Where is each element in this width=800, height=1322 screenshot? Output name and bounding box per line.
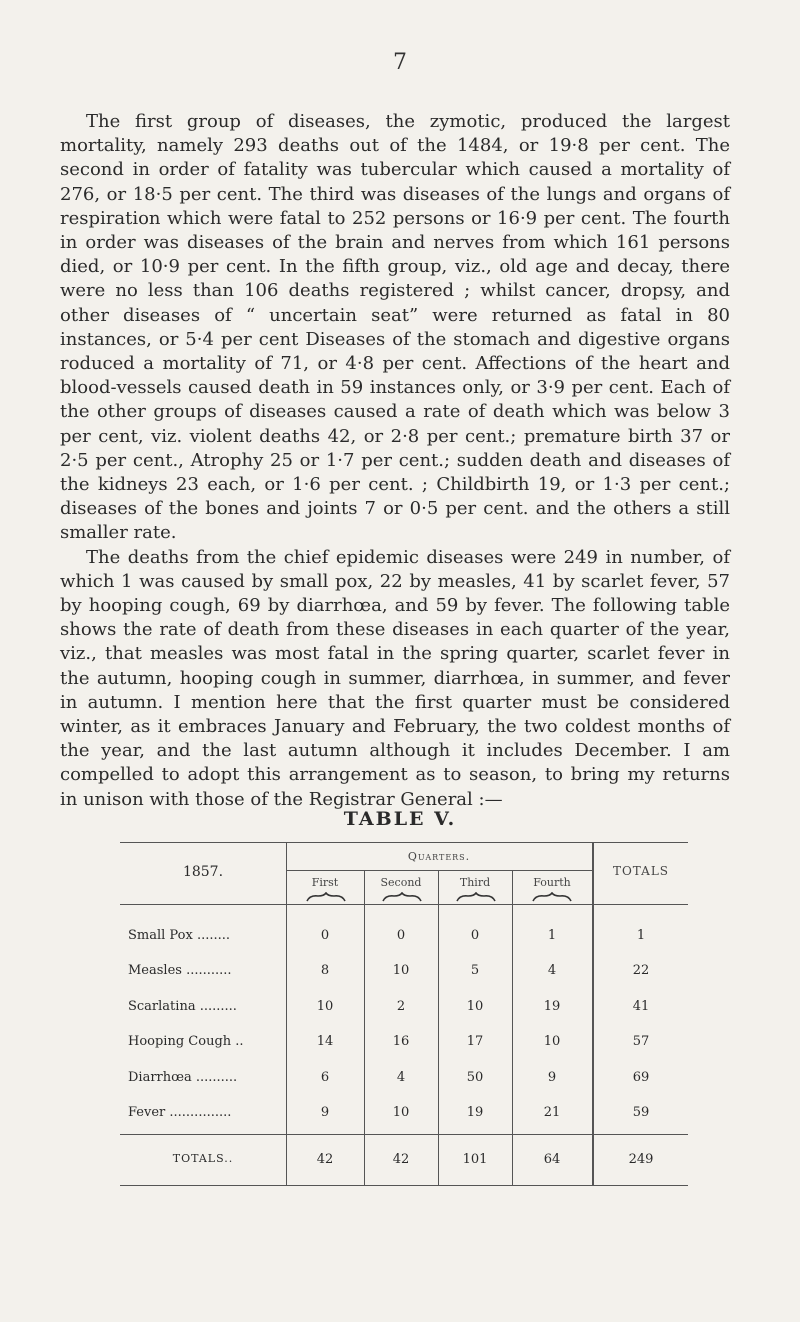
body-text <box>60 110 730 812</box>
quarter-header-second: Second <box>380 876 422 889</box>
year-label: 1857. <box>182 864 224 880</box>
totals-row-label: TOTALS.. <box>172 1152 234 1165</box>
row-label-measles: Measles ........... <box>128 963 232 978</box>
grand-total: 249 <box>628 1152 654 1167</box>
header-separator <box>120 904 688 905</box>
brace-icon <box>306 892 346 902</box>
col-divider-label <box>286 842 287 1186</box>
row-label-scarlatina: Scarlatina ......... <box>128 999 237 1014</box>
row-total: 69 <box>632 1070 650 1085</box>
table-cell: 10 <box>392 963 410 978</box>
table-cell: 19 <box>466 1105 484 1120</box>
row-label-diarrhoea: Diarrhœa .......... <box>128 1070 238 1085</box>
col-divider-q3 <box>512 870 513 1186</box>
table-cell: 16 <box>392 1034 410 1049</box>
table-cell: 4 <box>396 1070 406 1085</box>
table-top-rule <box>120 842 688 843</box>
table-cell: 5 <box>470 963 480 978</box>
table-cell: 9 <box>547 1070 557 1085</box>
total-first-quarter: 42 <box>316 1152 334 1167</box>
paragraph-epidemic-diseases: The deaths from the chief epidemic diseases were 249 in number, of which 1 was caused by small pox, 22 by measles, 41 by scarlet fever, 57 by hooping cough, 69 by diarrhœa, and 59 by fever. The following table shows the rate of death from these diseases in each quarter of the year, viz., that measles was most fatal in the spring quarter, scarlet fever in the autumn, hooping cough in summer, diarrhœa, in summer, and fever in autumn. I mention here that the first quarter must be considered winter, as it embraces January and February, the two coldest months of the year, and the last autumn although it includes December. I am compelled to adopt this arrangement as to season, to bring my returns in unison with those of the Registrar General :— <box>60 546 730 810</box>
table-cell: 10 <box>316 999 334 1014</box>
row-label-small-pox: Small Pox ........ <box>128 928 231 943</box>
total-third-quarter: 101 <box>462 1152 488 1167</box>
paragraph-mortality-groups: The first group of diseases, the zymotic, produced the largest mortality, namely 293 deaths out of the 1484, or 19·8 per cent. The second in order of fatality was tubercular which caused a mortality of 276, or 18·5 per cent. The third was diseases of the lungs and organs of respiration which were fatal to 252 persons or 16·9 per cent. The fourth in order was diseases of the brain and nerves from which 161 persons died, or 10·9 per cent. In the fifth group, viz., old age and decay, there were no less than 106 deaths registered ; whilst cancer, dropsy, and other diseases of “ uncertain seat” were returned as fatal in 80 instances, or 5·4 per cent Diseases of the stomach and digestive organs roduced a mortality of 71, or 4·8 per cent. Affections of the heart and blood-vessels caused death in 59 instances only, or 3·9 per cent. Each of the other groups of diseases caused a rate of death which was below 3 per cent, viz. violent deaths 42, or 2·8 per cent.; premature birth 37 or 2·5 per cent., Atrophy 25 or 1·7 per cent.; sudden death and diseases of the kidneys 23 each, or 1·6 per cent. ; Childbirth 19, or 1·3 per cent.; diseases of the bones and joints 7 or 0·5 per cent. and the others a still smaller rate. <box>60 111 730 544</box>
brace-icon <box>456 892 496 902</box>
row-total: 59 <box>632 1105 650 1120</box>
brace-icon <box>532 892 572 902</box>
quarter-header-third: Third <box>459 876 491 889</box>
quarter-header-fourth: Fourth <box>533 876 571 889</box>
table-cell: 10 <box>466 999 484 1014</box>
table-cell: 0 <box>320 928 330 943</box>
table-cell: 2 <box>396 999 406 1014</box>
page-number: 7 <box>393 50 407 75</box>
table-cell: 9 <box>320 1105 330 1120</box>
table-cell: 4 <box>547 963 557 978</box>
row-total: 22 <box>632 963 650 978</box>
table-cell: 0 <box>470 928 480 943</box>
table-bottom-rule <box>120 1185 688 1186</box>
quarter-header-first: First <box>311 876 339 889</box>
row-total: 57 <box>632 1034 650 1049</box>
col-divider-q2 <box>438 870 439 1186</box>
table-cell: 10 <box>543 1034 561 1049</box>
totals-header: TOTALS <box>612 864 670 878</box>
table-cell: 0 <box>396 928 406 943</box>
col-divider-totals <box>592 842 594 1186</box>
table-cell: 17 <box>466 1034 484 1049</box>
epidemic-deaths-table <box>120 842 688 1186</box>
table-cell: 6 <box>320 1070 330 1085</box>
table-cell: 1 <box>547 928 557 943</box>
table-cell: 19 <box>543 999 561 1014</box>
row-label-fever: Fever ............... <box>128 1105 232 1120</box>
table-cell: 14 <box>316 1034 334 1049</box>
table-cell: 10 <box>392 1105 410 1120</box>
row-total: 1 <box>636 928 646 943</box>
row-label-hooping-cough: Hooping Cough .. <box>128 1034 244 1049</box>
col-divider-q1 <box>364 870 365 1186</box>
total-fourth-quarter: 64 <box>543 1152 561 1167</box>
quarters-label: Quarters. <box>407 850 471 863</box>
row-total: 41 <box>632 999 650 1014</box>
table-cell: 21 <box>543 1105 561 1120</box>
table-cell: 8 <box>320 963 330 978</box>
table-title: TABLE V. <box>343 808 457 830</box>
totals-separator <box>120 1134 688 1135</box>
quarters-separator <box>286 870 592 871</box>
table-cell: 50 <box>466 1070 484 1085</box>
total-second-quarter: 42 <box>392 1152 410 1167</box>
brace-icon <box>382 892 422 902</box>
